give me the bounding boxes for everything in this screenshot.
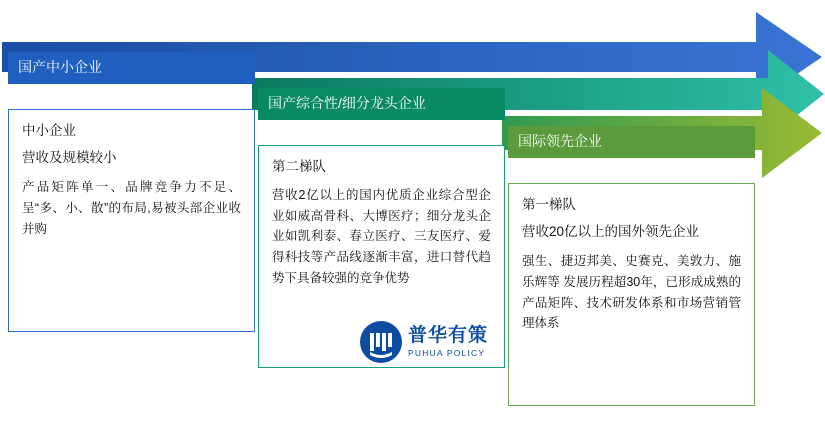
tier-3-description: 强生、捷迈邦美、史赛克、美敦力、施乐辉等 发展历程超30年，已形成成熟的产品矩阵、技术研发体系和市场营销管理体系	[522, 254, 741, 331]
tier-3-header	[508, 126, 755, 158]
tier-1-card	[8, 109, 255, 332]
tier-1-header-label: 国产中小企业	[18, 59, 102, 75]
tier-2-level: 第二梯队	[272, 159, 326, 174]
brand-logo	[360, 318, 500, 366]
brand-name-en: PUHUA POLICY	[408, 348, 486, 359]
puhua-logo-icon	[360, 321, 402, 363]
tier-1-subtitle: 营收及规模较小	[22, 150, 117, 166]
tier-2-header	[258, 88, 505, 120]
tier-2-description: 营收2亿以上的国内优质企业综合型企业如威高骨科、大博医疗；细分龙头企业如凯利泰、春立医疗、三友医疗、爱得科技等产品线逐渐丰富，进口替代趋势下具备较强的竞争优势	[272, 188, 491, 285]
tier-3-level: 第一梯队	[522, 197, 576, 212]
brand-logo-text	[408, 326, 488, 358]
tier-1-header	[8, 52, 255, 84]
tier-3-subtitle: 营收20亿以上的国外领先企业	[522, 224, 700, 240]
brand-name-cn: 普华有策	[408, 325, 489, 347]
tier-1-level: 中小企业	[22, 123, 76, 138]
tier-3-card	[508, 183, 755, 406]
tier-1-description: 产品矩阵单一、品牌竞争力不足、呈“多、小、散”的布局,易被头部企业收并购	[22, 180, 241, 236]
tier-3-header-label: 国际领先企业	[518, 133, 602, 149]
tier-2-header-label: 国产综合性/细分龙头企业	[268, 95, 426, 111]
